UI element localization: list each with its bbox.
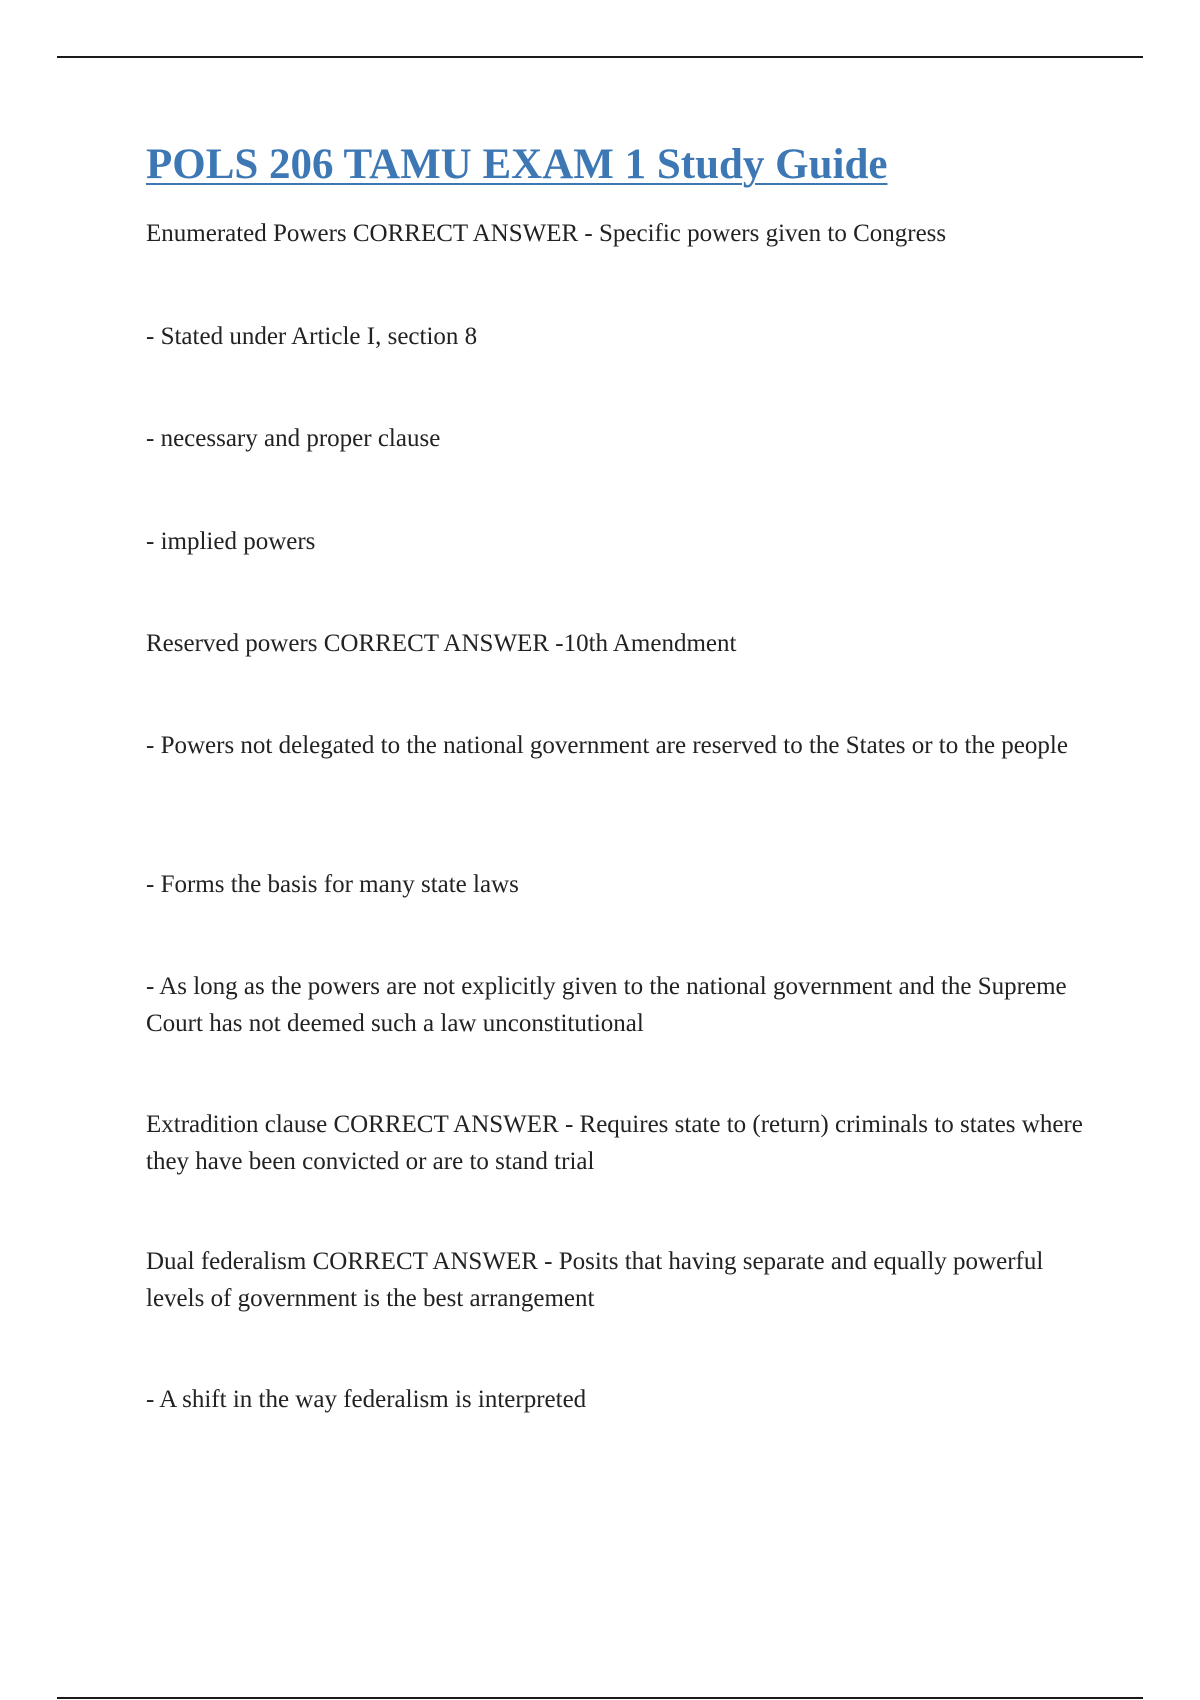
paragraph-implied-powers: - implied powers [146,528,316,555]
paragraph-dual-federalism: Dual federalism CORRECT ANSWER - Posits that having separate and equally powerful levels of government is the best arrangement [146,1248,1044,1312]
paragraph-enumerated-powers: Enumerated Powers CORRECT ANSWER - Specific powers given to Congress [146,220,947,247]
paragraph-powers-not-delegated: - Powers not delegated to the national government are reserved to the States or to the people [146,732,1068,759]
bottom-rule [57,1697,1143,1699]
paragraph-federalism-shift: - A shift in the way federalism is interpreted [146,1386,587,1413]
top-rule [57,56,1143,58]
paragraph-as-long-as: - As long as the powers are not explicitly given to the national government and the Supreme Court has not deemed such a law unconstitutional [146,973,1067,1037]
paragraph-necessary-proper: - necessary and proper clause [146,425,441,452]
paragraph-reserved-powers: Reserved powers CORRECT ANSWER -10th Amendment [146,630,737,657]
paragraph-state-laws: - Forms the basis for many state laws [146,871,519,898]
document-title: POLS 206 TAMU EXAM 1 Study Guide [146,141,888,188]
paragraph-article-i: - Stated under Article I, section 8 [146,323,478,350]
paragraph-extradition-clause: Extradition clause CORRECT ANSWER - Requires state to (return) criminals to states where they have been convicted or are to stand trial [146,1111,1083,1175]
